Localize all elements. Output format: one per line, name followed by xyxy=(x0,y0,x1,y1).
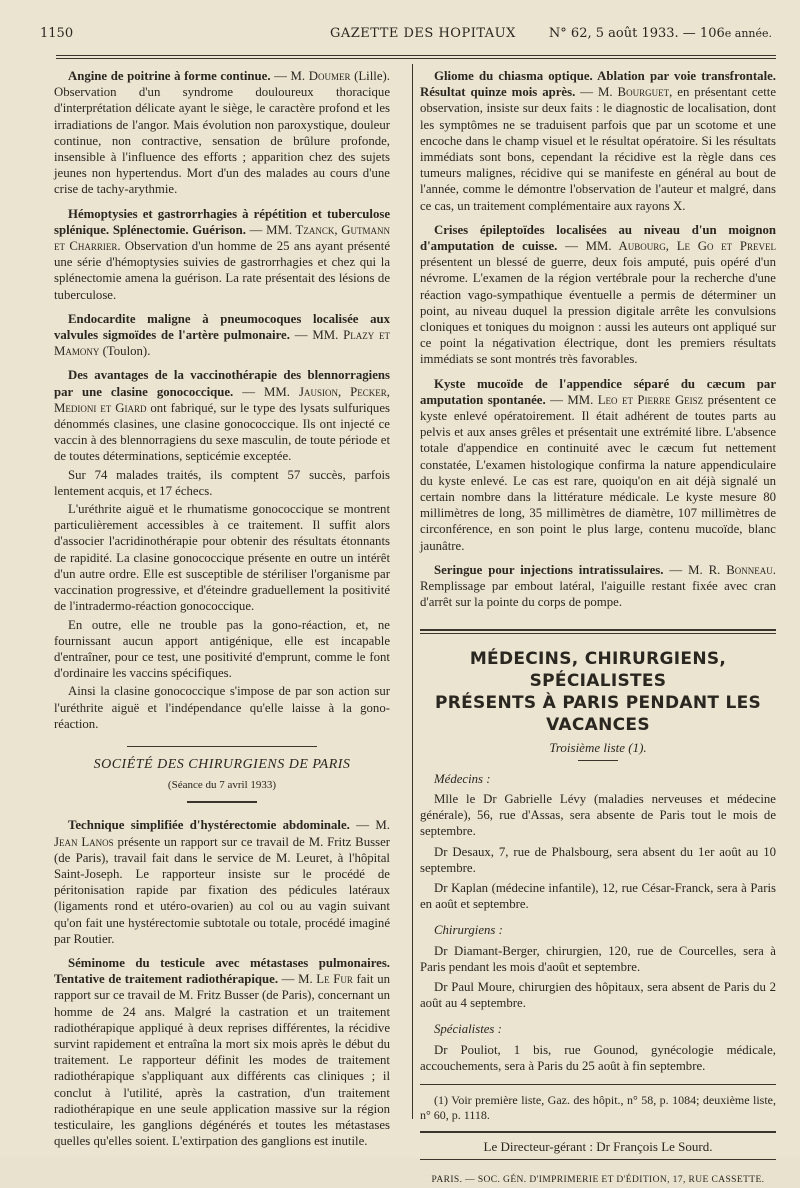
category-chirurgiens: Chirurgiens : xyxy=(434,923,503,938)
article-title: Seringue pour injections intratissulaires. xyxy=(434,562,664,577)
society-heading: SOCIÉTÉ DES CHIRURGIENS DE PARIS xyxy=(93,756,351,772)
category-medecins: Médecins : xyxy=(434,771,491,786)
article-text: (Toulon). xyxy=(102,344,151,359)
article-continuation: En outre, elle ne trouble pas la gono-réaction, et, ne fournissant aucun apport antigénique, elle est incapable d'entraîner, pour ce test, une positivité d'emprunt, comme le font d'ordinaire les vaccins spécifiques. xyxy=(54,617,390,681)
article-authors: M. Bourguet, xyxy=(598,85,673,100)
article-text: (Lille). Observation d'un syndrome douloureux thoracique d'interprétation délicate ayant le siège, le caractère profond et les irradiations de l'angor. Mais évolution non paroxystique, douleur continue, non contractive, sensation de brûlure profonde, insensible à l'influence des efforts ; apparition chez des sujets jeunes non hypertendus. Mort d'un des malades au cours d'une crise de tachy-arythmie. xyxy=(54,69,390,197)
article-authors: M. Doumer xyxy=(290,69,351,83)
article-authors: M. R. Bonneau. xyxy=(688,562,776,577)
article-title: Des avantages de la vaccinothérapie des blennorragiens par une clasine gonococcique. xyxy=(54,368,390,399)
footer-rule xyxy=(420,1131,776,1133)
article-hemoptysies: Hémoptysies et gastrorrhagies à répétition et tuberculose splénique. Splénectomie. Guérison. — MM. Tzanck, Gutmann et Charrier. Observation d'un homme de 25 ans ayant présenté une série d'hémoptysies suivies de gastrorrhagies et chez qui la splénectomie amena la guérison. La rate présentait des lésions de tuberculose. xyxy=(54,206,391,302)
director-line: Le Directeur-gérant : Dr François Le Sourd. xyxy=(483,1138,713,1154)
article-authors: MM. Aubourg, Le Go et Prevel xyxy=(585,239,776,254)
article-endocardite: Endocardite maligne à pneumocoques localisée aux valvules sigmoïdes de l'artère pulmonaire. — MM. Plazy et Mamony (Toulon). xyxy=(54,311,390,359)
section-title-line1: MÉDECINS, CHIRURGIENS, SPÉCIALISTES xyxy=(469,648,727,691)
article-title: Hémoptysies et gastrorrhagies à répétition et tuberculose splénique. Splénectomie. Guérison. xyxy=(54,206,390,237)
imprint-line: PARIS. — SOC. GÉN. D'IMPRIMERIE ET D'ÉDITION, 17, RUE CASSETTE. xyxy=(431,1175,765,1186)
footnote: (1) Voir première liste, Gaz. des hôpit., n° 58, p. 1084; deuxième liste, n° 60, p. 1118. xyxy=(420,1092,776,1122)
article-authors: MM. Jausion, Pecker, Medioni et Giard xyxy=(54,384,390,415)
article-title: Endocardite maligne à pneumocoques localisée aux valvules sigmoïdes de l'artère pulmonaire. xyxy=(54,311,390,343)
article-angine: Angine de poitrine à forme continue. — M. Doumer (Lille). Observation d'un syndrome douloureux thoracique d'interprétation délicate ayant le siège, le caractère profond et les irradiations de l'angor. Mais évolution non paroxystique, douleur continue, non contractive, sensation de brûlure profonde, insensible à l'influence des efforts ; apparition chez des sujets jeunes non hypertendus. Mort d'un des malades au cours d'une crise de tachy-arythmie. xyxy=(54,69,390,197)
section-rule-thin xyxy=(420,633,776,634)
article-seminome: Séminome du testicule avec métastases pulmonaires. Tentative de traitement radiothérapique. — M. Le Fur fait un rapport sur ce travail de M. Fritz Busser (de Paris), concernant un homme de 24 ans. Malgré la castration et un traitement radiothérapique appliqué à deux reprises différentes, la récidive survint rapidement et entraîna la mort six mois après le début du traitement. Le rapporteur définit les modes de traitement radiothérapique s'appliquant aux différents cas cliniques ; il conclut à l'utilité, après la castration, d'un traitement radiothérapique en une seule application massive sur la région testiculaire, les ganglions dégénérés et toutes les métastases quelles qu'elles soient. L'extirpation des ganglions est inutile. xyxy=(54,955,390,1149)
article-authors: MM. Plazy et Mamony xyxy=(54,328,390,359)
page-header xyxy=(40,24,780,48)
journal-title: GAZETTE DES HOPITAUX xyxy=(330,26,516,41)
category-specialistes: Spécialistes : xyxy=(434,1022,502,1037)
header-rule-2 xyxy=(56,58,776,59)
list-item: Dr Paul Moure, chirurgien des hôpitaux, sera absent de Paris du 2 août au 4 septembre. xyxy=(420,979,776,1011)
article-authors: M. Le Fur xyxy=(298,972,353,987)
article-text: présentent un blessé de guerre, deux fois amputé, puis opéré d'un névrome. L'examen de la région vertébrale pour la recherche d'une réaction vago-sympathique éventuelle a permis de déterminer un point, au niveau duquel la pression digitale arrête les convulsions cloniques et toniques du moignon : aussi les auteurs ont appliqué sur ce point la négativation électrique, dont les premiers résultats immédiats se sont montrés très favorables. xyxy=(420,255,776,367)
article-title: Kyste mucoïde de l'appendice séparé du cæcum par amputation spontanée. xyxy=(420,376,776,407)
article-continuation: Ainsi la clasine gonococcique s'impose de par son action sur l'uréthrite aiguë et l'indépendance qu'elle laisse à la gono-réaction. xyxy=(54,684,390,731)
header-rule xyxy=(56,55,776,56)
issue-year-suffix: e année. xyxy=(724,27,772,40)
article-text: fait un rapport sur ce travail de M. Fritz Busser (de Paris), concernant un homme de 24 ans. Malgré la castration et un traitement radiothérapique appliqué à deux reprises différentes, la récidive survint rapidement et entraîna la mort six mois après le début du traitement. Le rapporteur définit les modes de traitement radiothérapique s'appliquant aux différents cas cliniques ; il conclut à l'utilité, après la castration, d'un traitement radiothérapique en une seule application massive sur la région testiculaire, les ganglions dégénérés et toutes les métastases quelles qu'elles soient. L'extirpation des ganglions est inutile. xyxy=(54,972,390,1149)
article-vaccinotherapie: Des avantages de la vaccinothérapie des blennorragiens par une clasine gonococcique. — MM. Jausion, Pecker, Medioni et Giard ont fabriqué, sur le type des lysats sulfuriques dénommés clasines, une clasine gonococcique. Ils ont injecté ce vaccin à des blennorragiens du sexe masculin, de toute période et de toutes déterminations, septicémie exceptée. xyxy=(54,368,390,464)
article-text: ont fabriqué, sur le type des lysats sulfuriques dénommés clasines, une clasine gonococcique. Ils ont injecté ce vaccin à des blennorragiens du sexe masculin, de toute période et de toutes déterminations, septicémie exceptée. xyxy=(54,400,390,464)
article-authors: MM. Leo et Pierre Geisz xyxy=(567,392,704,407)
issue-info xyxy=(549,26,772,41)
list-item: Dr Kaplan (médecine infantile), 12, rue César-Franck, sera à Paris en août et septembre. xyxy=(420,880,776,912)
article-title: Technique simplifiée d'hystérectomie abdominale. xyxy=(68,818,350,833)
article-text: Remplissage par embout latéral, l'aiguille restant fixée avec cran d'arrêt sur la pointe du corps de pompe. xyxy=(420,579,776,610)
section-rule xyxy=(420,629,776,631)
section-title-line2: PRÉSENTS À PARIS PENDANT LES VACANCES xyxy=(434,692,762,735)
article-continuation: Sur 74 malades traités, ils comptent 57 succès, parfois lentement acquis, et 17 échecs. xyxy=(54,467,390,498)
list-item: Dr Desaux, 7, rue de Phalsbourg, sera absent du 1er août au 10 septembre. xyxy=(420,844,776,875)
footer-rule-thin xyxy=(420,1159,776,1160)
list-item: Mlle le Dr Gabrielle Lévy (maladies nerveuses et médecine générale), 56, rue d'Assas, sera absente de Paris tout le mois de septembre. xyxy=(420,791,776,839)
section-rule xyxy=(127,746,317,747)
article-text: en présentant cette observation, insiste sur deux faits : le diagnostic de localisation, dont les symptômes ne se traduisent parfois que par un scotome et une encoche dans le champ visuel et le résultat opératoire. Si les résultats immédiats sont bons, cependant la récidive est la règle dans ces tumeurs malignes, récidive qui se manifeste en général au bout de l'année, comme le démontre l'observation de l'auteur et malgré, dans ce cas, un traitement complémentaire aux rayons X. xyxy=(420,85,777,213)
article-title: Crises épileptoïdes localisées au niveau d'un moignon d'amputation de cuisse. xyxy=(420,222,776,254)
seance-date: (Séance du 7 avril 1933) xyxy=(167,779,277,792)
footnote-rule xyxy=(420,1084,776,1085)
article-title: Séminome du testicule avec métastases pulmonaires. Tentative de traitement radiothérapique. xyxy=(54,955,390,987)
article-seringue: Seringue pour injections intratissulaires. — M. R. Bonneau. Remplissage par embout latéral, l'aiguille restant fixée avec cran d'arrêt sur la pointe du corps de pompe. xyxy=(420,562,776,610)
article-hysterectomie: Technique simplifiée d'hystérectomie abdominale. — M. Jean Lanos présente un rapport sur ce travail de M. Fritz Busser (de Paris), travail fait dans le service de M. Leuret, à l'hôpital Saint-Joseph. Le rapporteur insiste sur le procédé de péritonisation rapide par fixation des pédicules latéraux (ligaments rond et utéro-ovarien) au col ou au vagin suivant qu'on fait une hystérectomie subtotale ou totale, procédé imaginé par Routier. xyxy=(54,818,391,946)
column-divider xyxy=(412,64,413,1119)
list-item: Dr Diamant-Berger, chirurgien, 120, rue de Courcelles, sera à Paris pendant les mois d'août et septembre. xyxy=(420,943,776,974)
article-text: présente un rapport sur ce travail de M. Fritz Busser (de Paris), travail fait dans le service de M. Leuret, à l'hôpital Saint-Joseph. Le rapporteur insiste sur le procédé de péritonisation rapide par fixation des pédicules latéraux (ligaments rond et utéro-ovarien) au col ou au vagin suivant qu'on fait une hystérectomie subtotale ou totale, procédé imaginé par Routier. xyxy=(54,834,391,946)
right-column xyxy=(420,68,776,1188)
article-text: présentent ce kyste enlevé opératoirement. Il était adhérent de toutes parts au pelvis et aux anses grêles et présentait une extrémité libre. L'absence totale d'appendice en continuité avec le cæcum fut nettement constatée, L'examen histologique confirma la nature appendiculaire du kyste enlevé. Le cas est rare, quoiqu'on en ait déjà signalé un certain nombre dans la littérature médicale. Le kyste mesure 80 millimètres de long, 35 millimètres de diamètre, 107 millimètres de circonférence, en son point le plus large, contenu mucoïde, blanc jaunâtre. xyxy=(420,392,777,553)
short-rule xyxy=(187,801,257,803)
article-crises: Crises épileptoïdes localisées au niveau d'un moignon d'amputation de cuisse. — MM. Aubourg, Le Go et Prevel présentent un blessé de guerre, deux fois amputé, puis opéré d'un névrome. L'examen de la région vertébrale pour la recherche d'une réaction vago-sympathique éventuelle a permis de déterminer un point, au niveau duquel la pression digitale arrête les convulsions cloniques et toniques du moignon : aussi les auteurs ont appliqué sur ce point la négativation électrique, dont les premiers résultats immédiats se sont montrés très favorables. xyxy=(420,222,776,367)
article-title: Gliome du chiasma optique. Ablation par voie transfrontale. Résultat quinze mois après. xyxy=(420,69,776,100)
article-text: Observation d'un homme de 25 ans ayant présenté une série d'hémoptysies suivies de gastrorrhagies et chez qui la splénectomie amena la guérison. La rate présentait des lésions de tuberculose. xyxy=(54,239,391,302)
article-kyste: Kyste mucoïde de l'appendice séparé du cæcum par amputation spontanée. — MM. Leo et Pierre Geisz présentent ce kyste enlevé opératoirement. Il était adhérent de toutes parts au pelvis et aux anses grêles et présentait une extrémité libre. L'absence totale d'appendice en continuité avec le cæcum fut nettement constatée, L'examen histologique confirma la nature appendiculaire du kyste enlevé. Le cas est rare, quoiqu'on en ait déjà signalé un certain nombre dans la littérature médicale. Le kyste mesure 80 millimètres de long, 35 millimètres de diamètre, 107 millimètres de circonférence, en son point le plus large, contenu mucoïde, blanc jaunâtre. xyxy=(420,376,777,553)
issue-number: N° 62, 5 août 1933. — 106 xyxy=(548,26,725,41)
article-authors: M. Jean Lanos xyxy=(54,818,390,849)
page-number: 1150 xyxy=(40,26,74,41)
short-rule xyxy=(578,760,618,761)
article-continuation: L'uréthrite aiguë et le rhumatisme gonococcique se montrent particulièrement accessibles à ce traitement. Il suffit alors d'associer l'acridinothérapie pour obtenir des résultats étonnants de rapidité. La clasine gonococcique présente en outre un intérêt d'un autre ordre. Elle est susceptible de stériliser l'organisme par vaccination progressive, et d'éteindre graduellement la positivité de l'intradermo-réaction gonococcique. xyxy=(54,502,390,614)
article-authors: MM. Tzanck, Gutmann et Charrier. xyxy=(54,222,390,254)
left-column xyxy=(54,68,390,1157)
article-gliome: Gliome du chiasma optique. Ablation par voie transfrontale. Résultat quinze mois après. — M. Bourguet, en présentant cette observation, insiste sur deux faits : le diagnostic de localisation, dont les symptômes ne se traduisent parfois que par un scotome et une encoche dans le champ visuel et le résultat opératoire. Si les résultats immédiats sont bons, cependant la récidive est la règle dans ces tumeurs malignes, récidive qui se manifeste en général au bout de l'année, comme le démontre l'observation de l'auteur et malgré, dans ce cas, un traitement complémentaire aux rayons X. xyxy=(420,69,777,213)
section-subtitle: Troisième liste (1). xyxy=(549,739,647,755)
list-item: Dr Pouliot, 1 bis, rue Gounod, gynécologie médicale, accouchements, sera à Paris du 25 août à fin septembre. xyxy=(420,1042,776,1073)
article-title: Angine de poitrine à forme continue. xyxy=(68,69,271,83)
